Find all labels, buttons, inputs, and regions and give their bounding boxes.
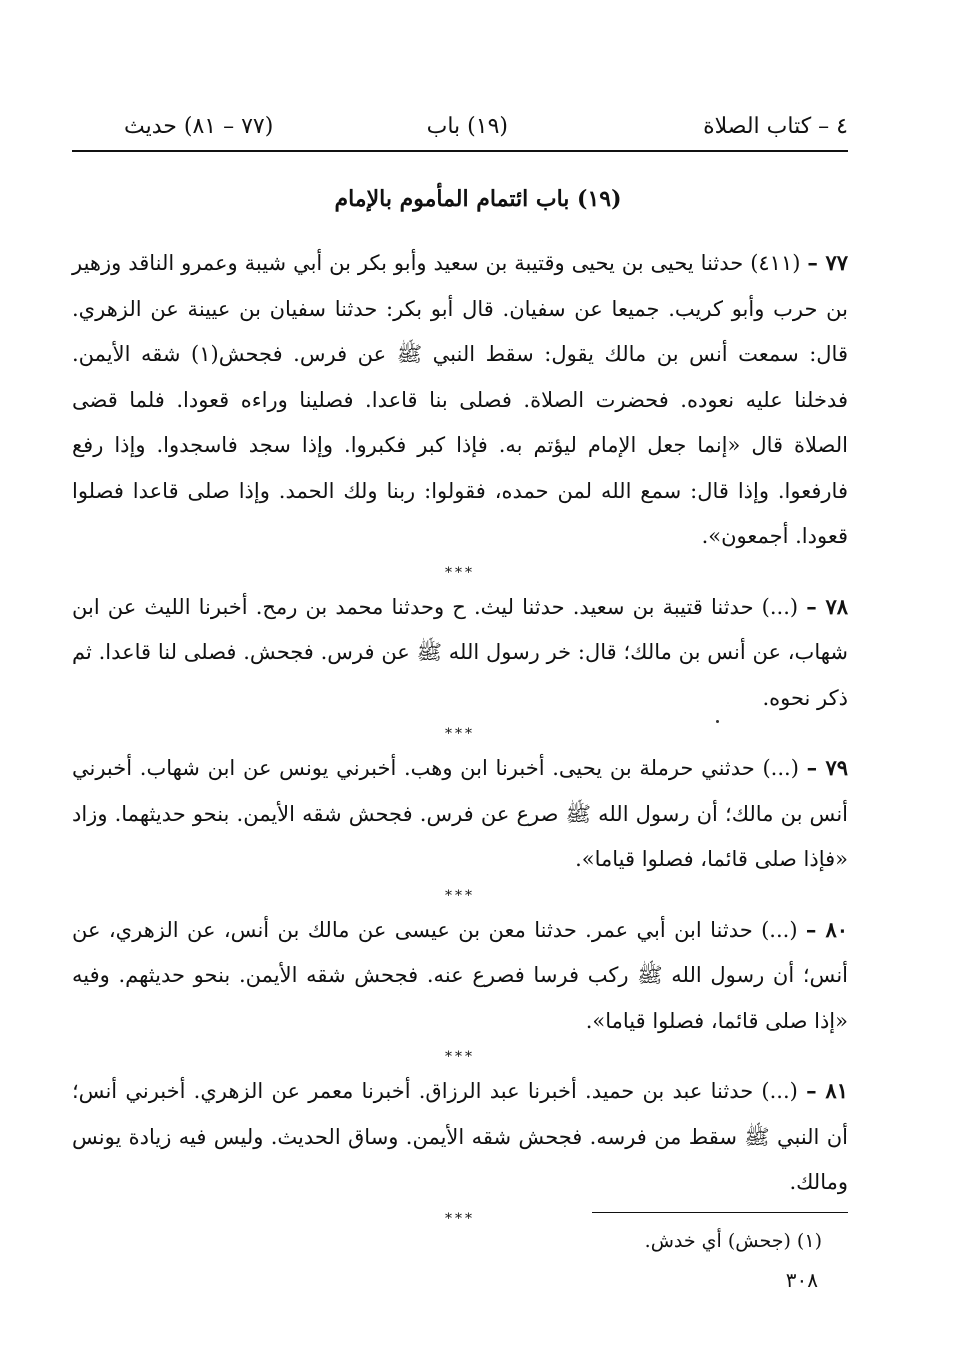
chapter-title: (١٩) باب ائتمام المأموم بالإمام: [334, 186, 622, 212]
separator-stars: ***: [445, 726, 475, 742]
separator-stars: ***: [445, 564, 475, 581]
hadith-number: ٧٧ –: [807, 250, 848, 275]
hadith-number: ٧٨ –: [806, 593, 848, 619]
header-hadith-range: (٧٧ – ٨١) حديث: [124, 114, 274, 139]
hadith-number: ٧٩ –: [806, 755, 848, 780]
separator-stars: ***: [445, 1210, 475, 1227]
footnote-rule: [592, 1212, 848, 1213]
hadith-text-body: [72, 240, 848, 1230]
hadith-text: (...) حدثنا عبد بن حميد. أخبرنا عبد الرزاق. أخبرنا معمر عن الزهري. أخبرني أنس؛ أن النبي ﷺ سقط من فرسه. فجحش شقه الأيمن. وساق الحديث. وليس فيه زيادة يونس ومالك.: [72, 1079, 848, 1194]
separator-stars: ***: [445, 887, 475, 904]
hadith-78: [72, 584, 848, 722]
hadith-text: (...) حدثني حرملة بن يحيى. أخبرنا ابن وهب. أخبرني يونس عن ابن شهاب. أخبرني أنس بن مالك؛ أن رسول الله ﷺ صرع عن فرس. فجحش شقه الأيمن. بنحو حديثهما. وزاد «فإذا صلى قائما، فصلوا قياما».: [72, 756, 848, 871]
header-book-title: ٤ – كتاب الصلاة: [703, 114, 848, 139]
separator-stars: ***: [445, 1049, 475, 1065]
hadith-number: ٨٠ –: [805, 916, 848, 942]
hadith-text: (...) حدثنا ابن أبي عمر. حدثنا معن بن عيسى عن مالك بن أنس، عن الزهري، عن أنس؛ أن رسول الله ﷺ ركب فرسا فصرع عنه. فجحش شقه الأيمن. بنحو حديثهم. وفيه «إذا صلى قائما، فصلوا قياما».: [72, 917, 848, 1033]
hadith-text: (٤١١) حدثنا يحيى بن يحيى وقتيبة بن سعيد وأبو بكر بن أبي شيبة وعمرو الناقد وزهير بن حرب وأبو كريب. جميعا عن سفيان. قال أبو بكر: حدثنا سفيان بن عيينة عن الزهري. قال: سمعت أنس بن مالك يقول: سقط النبي ﷺ عن فرس. فجحش(١) شقه الأيمن. فدخلنا عليه نعوده. فحضرت الصلاة. فصلى بنا قاعدا. فصلينا وراءه قعودا. فلما قضى الصلاة قال «إنما جعل الإمام ليؤتم به. فإذا كبر فكبروا. وإذا سجد فاسجدوا. وإذا رفع فارفعوا. وإذا قال: سمع الله لمن حمده، فقولوا: ربنا ولك الحمد. وإذا صلى قاعدا فصلوا قعودا. أجمعون».: [72, 251, 848, 548]
page-number: ٣٠٨: [785, 1268, 818, 1292]
hadith-80: [72, 907, 848, 1045]
header-chapter: (١٩) باب: [426, 114, 508, 139]
hadith-number: ٨١ –: [806, 1078, 848, 1103]
hadith-79: [72, 745, 848, 883]
hadith-text: (...) حدثنا قتيبة بن سعيد. حدثنا ليث. ح وحدثنا محمد بن رمح. أخبرنا الليث عن ابن شهاب، عن أنس بن مالك؛ قال: خر رسول الله ﷺ عن فرس. فجحش. فصلى لنا قاعدا. ثم ذكر نحوه.: [72, 594, 848, 710]
running-header: [72, 110, 848, 146]
hadith-81: [72, 1068, 848, 1206]
footnote: (١) (جحش) أي خدش.: [644, 1230, 822, 1252]
hadith-77: [72, 240, 848, 560]
ink-speck: [716, 720, 719, 723]
header-rule: [72, 150, 848, 152]
